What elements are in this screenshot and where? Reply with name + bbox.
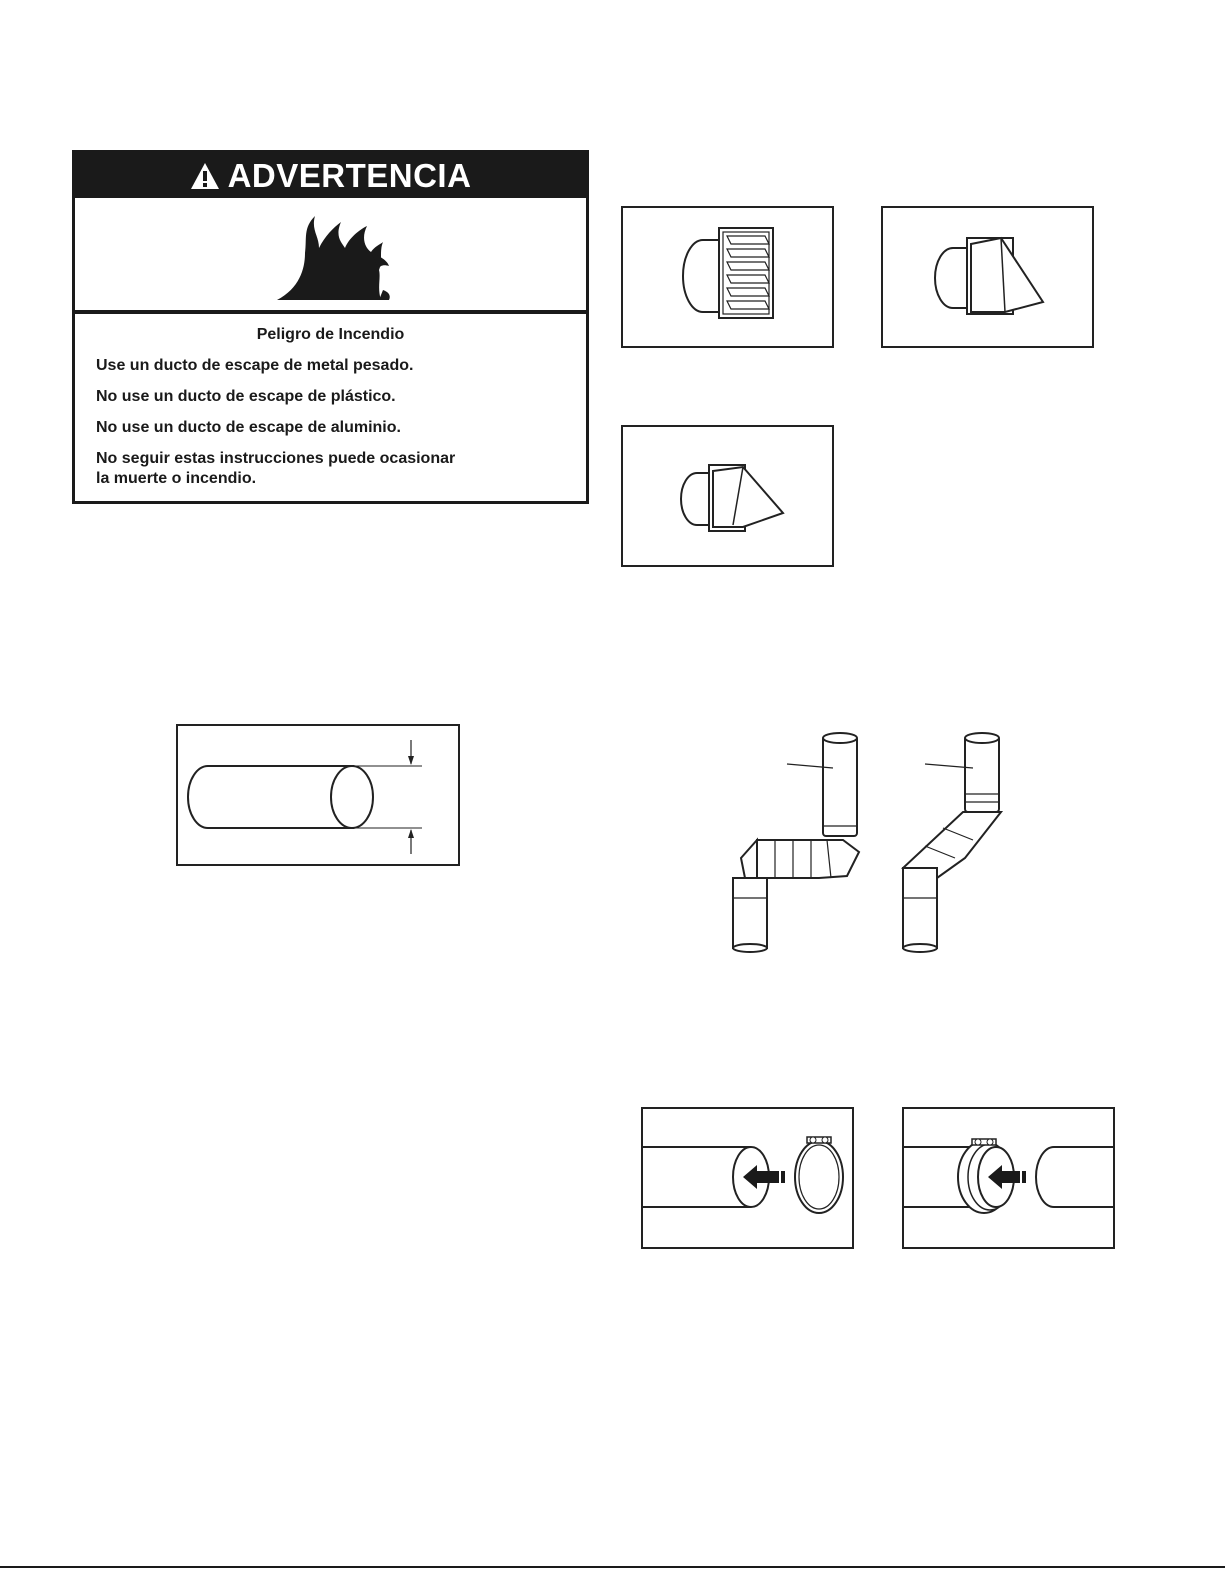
warning-text xyxy=(75,313,586,502)
angled-duct-right xyxy=(903,733,1001,952)
warning-header-text: ADVERTENCIA xyxy=(227,156,472,194)
louvered-vent-hood-figure xyxy=(621,206,834,348)
warning-box xyxy=(72,150,589,504)
warning-line-4: No seguir estas instrucciones puede ocasionar xyxy=(96,450,456,467)
elbow-duct-left xyxy=(733,733,859,952)
fire-flame-icon xyxy=(275,208,395,303)
elbow-ducts-figure xyxy=(715,728,1025,958)
clamp-step-2-icon xyxy=(904,1109,1113,1247)
clamp-step-1-figure xyxy=(641,1107,854,1249)
clamp-step-2-figure xyxy=(902,1107,1115,1249)
page-bottom-rule xyxy=(0,1566,1225,1568)
warning-symbol-area xyxy=(75,198,586,313)
warning-line-3: No use un ducto de escape de aluminio. xyxy=(96,419,401,436)
box-vent-hood-figure xyxy=(881,206,1094,348)
duct-diameter-icon xyxy=(178,726,458,864)
angled-vent-hood-figure xyxy=(621,425,834,567)
louvered-vent-hood-icon xyxy=(623,208,832,346)
warning-line-5: la muerte o incendio. xyxy=(96,470,257,487)
warning-line-2: No use un ducto de escape de plástico. xyxy=(96,388,396,405)
warning-header xyxy=(75,153,586,198)
angled-vent-hood-icon xyxy=(623,427,832,565)
box-vent-hood-icon xyxy=(883,208,1092,346)
hazard-title: Peligro de Incendio xyxy=(256,326,405,343)
clamp-step-1-icon xyxy=(643,1109,852,1247)
duct-diameter-figure xyxy=(176,724,460,866)
warning-line-1: Use un ducto de escape de metal pesado. xyxy=(96,357,414,374)
warning-triangle-icon xyxy=(190,162,220,190)
